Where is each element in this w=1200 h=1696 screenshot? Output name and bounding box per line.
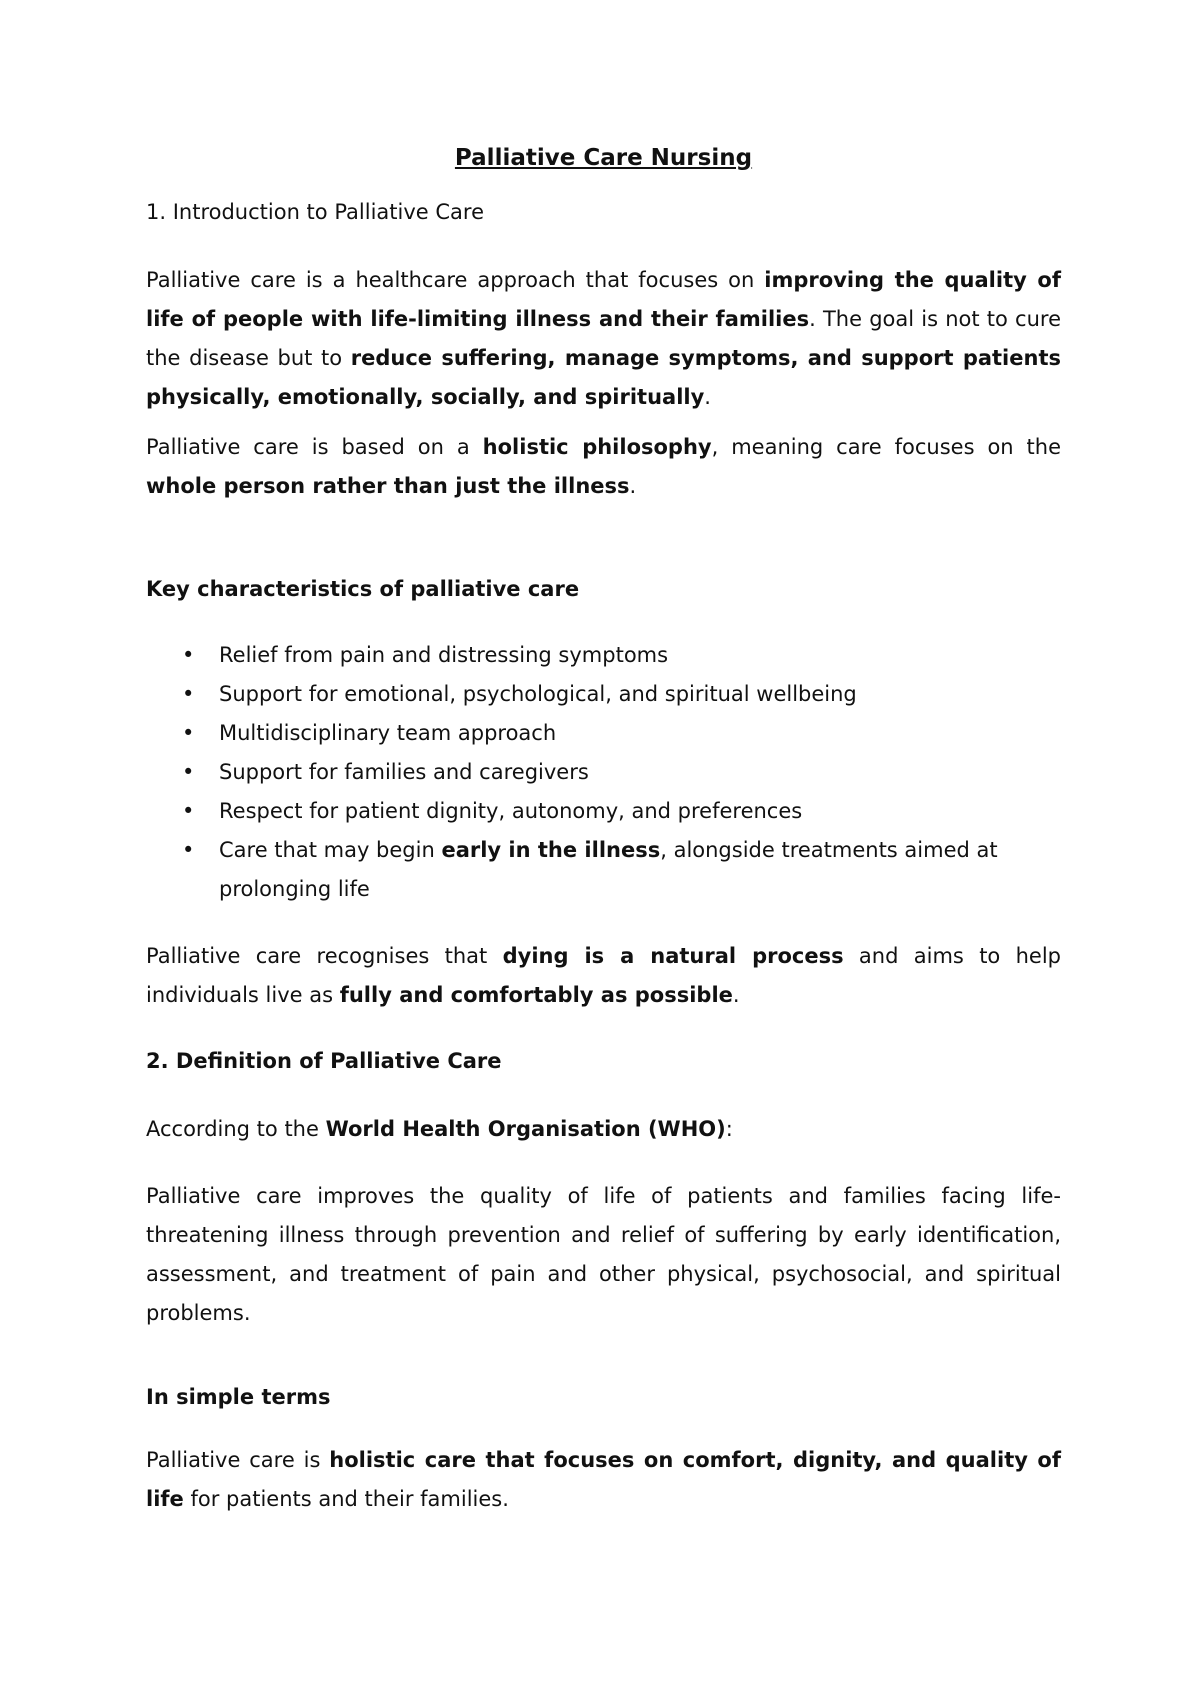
list-item: [146, 675, 1061, 714]
text-run: Palliative care is based on a: [146, 435, 483, 459]
text-run: .: [732, 983, 740, 1007]
simple-terms-heading: In simple terms: [146, 1385, 331, 1409]
bullet-icon: •: [182, 760, 195, 784]
text-run: Care that may begin: [219, 838, 442, 862]
text-run: . The goal is not to cure the disease but to: [146, 307, 1061, 370]
list-item: [146, 636, 1061, 675]
list-item: [146, 753, 1061, 792]
text-run: , meaning care focuses on the: [711, 435, 1061, 459]
text-run: According to the: [146, 1117, 326, 1141]
simple-terms-paragraph: [146, 1441, 1061, 1519]
list-item-text: Respect for patient dignity, autonomy, and preferences: [219, 799, 803, 823]
list-item: [146, 714, 1061, 753]
bullet-icon: •: [182, 838, 195, 862]
bullet-icon: •: [182, 682, 195, 706]
bold-text-run: dying is a natural process: [502, 944, 844, 968]
section-heading-definition: 2. Definition of Palliative Care: [146, 1049, 502, 1073]
bold-text-run: reduce suffering, manage symptoms, and support patients physically, emotionally, socially, and spiritually: [146, 346, 1061, 409]
list-item-text: Support for families and caregivers: [219, 760, 589, 784]
key-characteristics-list: [146, 636, 1061, 909]
bold-text-run: holistic philosophy: [482, 435, 712, 459]
bold-text-run: World Health Organisation (WHO): [325, 1117, 726, 1141]
list-item-text: Relief from pain and distressing symptoms: [219, 643, 669, 667]
text-run: , alongside treatments aimed at prolonging life: [219, 838, 998, 901]
document-title: Palliative Care Nursing: [454, 145, 753, 171]
section-heading-introduction: 1. Introduction to Palliative Care: [146, 200, 484, 224]
text-run: :: [725, 1117, 733, 1141]
bold-text-run: early in the illness: [441, 838, 661, 862]
text-run: Palliative care is a healthcare approach that focuses on: [146, 268, 765, 292]
list-item-text: Support for emotional, psychological, and spiritual wellbeing: [219, 682, 857, 706]
intro-paragraph: [146, 261, 1061, 417]
text-run: .: [704, 385, 711, 409]
bold-text-run: fully and comfortably as possible: [339, 983, 733, 1007]
text-run: for patients and their families.: [183, 1487, 509, 1511]
bold-text-run: improving the quality of life of people with life-limiting illness and their families: [146, 268, 1061, 331]
text-run: .: [629, 474, 637, 498]
bullet-icon: •: [182, 799, 195, 823]
who-line: [146, 1114, 733, 1144]
text-run: Palliative care recognises that: [146, 944, 503, 968]
bullet-icon: •: [182, 721, 195, 745]
key-characteristics-heading: Key characteristics of palliative care: [146, 577, 580, 601]
bullet-icon: •: [182, 643, 195, 667]
bold-text-run: whole person rather than just the illness: [146, 474, 630, 498]
list-item: [146, 792, 1061, 831]
natural-process-paragraph: [146, 937, 1061, 1015]
text-run: and aims to help individuals live as: [146, 944, 1061, 1007]
text-run: Palliative care is: [146, 1448, 330, 1472]
who-definition-paragraph: Palliative care improves the quality of life of patients and families facing life-threatening illness through prevention and relief of suffering by early identification, assessment, and treatment of pain and other physical, psychosocial, and spiritual problems.: [146, 1184, 1061, 1325]
bold-text-run: holistic care that focuses on comfort, dignity, and quality of life: [146, 1448, 1061, 1511]
list-item: [146, 831, 1061, 909]
list-item-text: Multidisciplinary team approach: [219, 721, 557, 745]
holistic-paragraph: [146, 428, 1061, 506]
